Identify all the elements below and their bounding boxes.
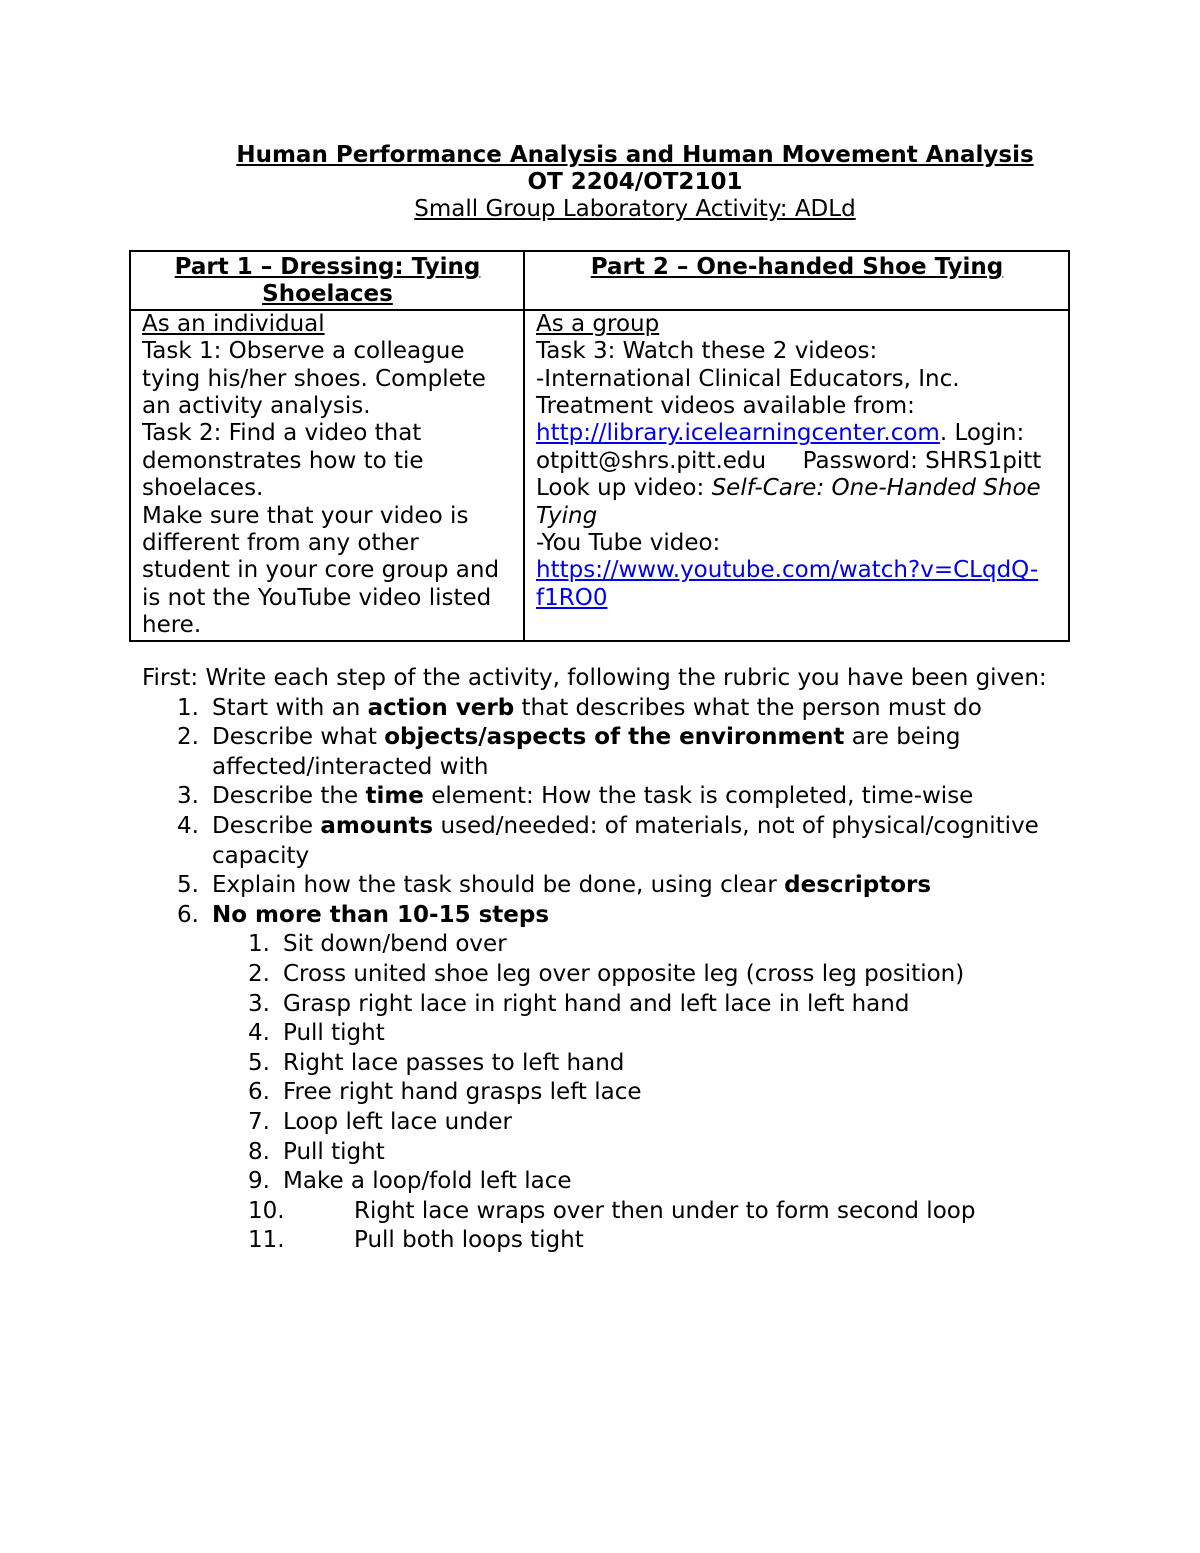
youtube-link-line1: https://www.youtube.com/watch?v=CLqdQ-: [536, 557, 1039, 584]
step-item: [142, 1138, 1072, 1168]
part2-cell: [524, 310, 1069, 641]
instructions: [142, 664, 1072, 1256]
ice-library-link[interactable]: http://library.icelearningcenter.com: [536, 420, 940, 447]
rubric-number: 4.: [177, 812, 199, 839]
rubric-text: used/needed: of materials, not of physical/cognitive capacity: [212, 812, 1039, 869]
rubric-item: [142, 901, 1072, 931]
step-number: 5.: [248, 1049, 270, 1076]
step-number: 11.: [248, 1227, 285, 1254]
task1-text: Task 1: Observe a colleague tying his/her shoes. Complete an activity analysis.: [142, 338, 486, 420]
step-text: Sit down/bend over: [283, 931, 507, 958]
rubric-text: are being affected/interacted with: [212, 724, 961, 780]
step-text: Free right hand grasps left lace: [283, 1079, 642, 1106]
password-text: Password: SHRS1pitt: [802, 447, 1042, 474]
rubric-emphasis: action verb: [367, 694, 515, 721]
youtube-link[interactable]: [536, 557, 1038, 610]
step-number: 6.: [248, 1079, 270, 1106]
rubric-list: [142, 694, 1072, 931]
rubric-item: [142, 812, 1072, 871]
step-item: [142, 990, 1072, 1020]
step-text: Pull both loops tight: [354, 1227, 584, 1254]
steps-list: [142, 930, 1072, 1256]
step-number: 10.: [248, 1197, 285, 1224]
rubric-text: that describes what the person must do: [514, 694, 982, 721]
lookup-video-title: Self-Care: One-Handed Shoe Tying: [536, 475, 1041, 529]
step-item: [142, 1078, 1072, 1108]
rubric-text: Describe what: [212, 724, 385, 751]
step-number: 4.: [248, 1020, 270, 1047]
lookup-line: [536, 475, 1058, 530]
part2-heading: Part 2 – One-handed Shoe Tying: [524, 251, 1069, 310]
rubric-emphasis: time: [365, 783, 424, 810]
part1-cell: [130, 310, 524, 641]
step-item: [142, 1019, 1072, 1049]
step-text: Grasp right lace in right hand and left lace in left hand: [283, 990, 910, 1017]
step-number: 9.: [248, 1168, 270, 1195]
step-number: 7.: [248, 1108, 270, 1135]
step-text: Right lace wraps over then under to form second loop: [354, 1197, 976, 1224]
step-number: 2.: [248, 960, 270, 987]
login-line: [536, 420, 1058, 447]
rubric-item: [142, 871, 1072, 901]
rubric-text: Explain how the task should be done, using clear: [212, 872, 785, 899]
rubric-text: element: How the task is completed, time-wise: [423, 783, 974, 810]
table-body-row: [130, 310, 1069, 641]
task2-text: Task 2: Find a video that demonstrates how to tie shoelaces.: [142, 420, 424, 502]
step-number: 8.: [248, 1138, 270, 1165]
youtube-link-line2: f1RO0: [536, 584, 608, 611]
lookup-prefix: Look up video:: [536, 475, 712, 502]
step-text: Right lace passes to left hand: [283, 1049, 625, 1076]
part2-mode: As a group: [536, 310, 660, 337]
part1-mode: As an individual: [142, 310, 325, 337]
rubric-text: Describe the: [212, 783, 366, 810]
step-number: 3.: [248, 990, 270, 1017]
login-label: . Login:: [939, 420, 1025, 447]
document-title: Human Performance Analysis and Human Movement Analysis: [236, 142, 1034, 168]
step-text: Pull tight: [283, 1020, 385, 1047]
step-item: [142, 930, 1072, 960]
rubric-emphasis: No more than 10-15 steps: [212, 901, 550, 928]
credentials-line: [536, 448, 1058, 475]
document-subtitle: Small Group Laboratory Activity: ADLd: [414, 196, 856, 222]
login-user: otpitt@shrs.pitt.edu: [536, 447, 767, 474]
rubric-number: 2.: [177, 724, 199, 751]
step-number: 1.: [248, 931, 270, 958]
rubric-text: Start with an: [212, 694, 368, 721]
table-header-row: [130, 251, 1069, 310]
rubric-number: 3.: [177, 783, 199, 810]
source2-text: -You Tube video:: [536, 530, 721, 557]
youtube-link-block: [536, 557, 1058, 612]
rubric-item: [142, 694, 1072, 724]
step-item: [142, 1167, 1072, 1197]
source1-text: -International Clinical Educators, Inc. Treatment videos available from:: [536, 365, 960, 420]
step-item: [142, 1108, 1072, 1138]
part1-heading: Part 1 – Dressing: Tying Shoelaces: [130, 251, 524, 310]
course-code: OT 2204/OT2101: [527, 169, 743, 195]
step-item: [142, 1049, 1072, 1079]
step-text: Loop left lace under: [283, 1108, 512, 1135]
rubric-emphasis: amounts: [320, 812, 434, 839]
rubric-number: 6.: [177, 901, 199, 928]
step-item: [142, 1197, 1072, 1227]
step-text: Cross united shoe leg over opposite leg (cross leg position): [283, 960, 965, 987]
parts-table: [129, 250, 1070, 642]
rubric-text: Describe: [212, 812, 321, 839]
rubric-number: 5.: [177, 872, 199, 899]
task3-text: Task 3: Watch these 2 videos:: [536, 338, 878, 365]
rubric-item: [142, 723, 1072, 782]
rubric-emphasis: objects/aspects of the environment: [384, 724, 845, 751]
step-text: Make a loop/fold left lace: [283, 1168, 572, 1195]
step-item: [142, 1226, 1072, 1256]
rubric-item: [142, 782, 1072, 812]
step-item: [142, 960, 1072, 990]
rubric-number: 1.: [177, 694, 199, 721]
step-text: Pull tight: [283, 1138, 385, 1165]
video-note: Make sure that your video is different from any other student in your core group and is not the YouTube video listed here.: [142, 502, 500, 639]
title-block: [0, 142, 1200, 223]
rubric-emphasis: descriptors: [784, 872, 932, 899]
instructions-intro: First: Write each step of the activity, following the rubric you have been given:: [142, 665, 1047, 691]
